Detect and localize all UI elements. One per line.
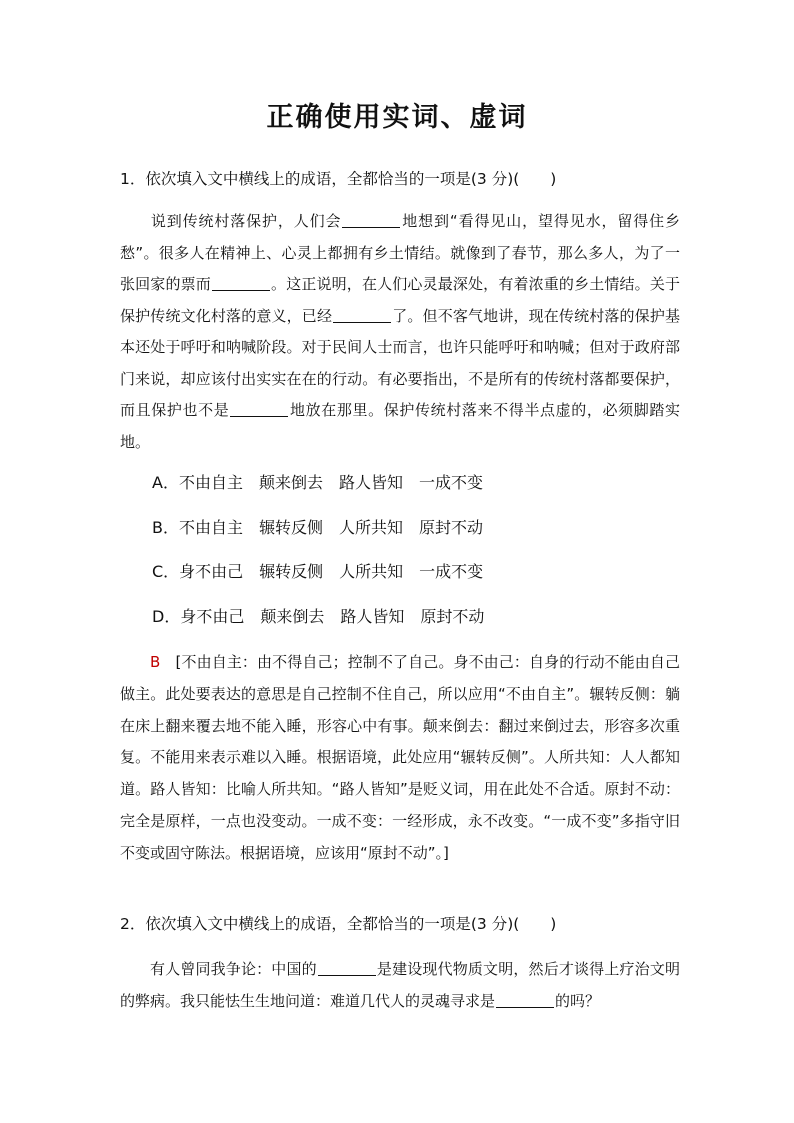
passage-segment: 是建设现代物质文明，然后才谈得上疗治文明的弊病。我只能怯生生地问道：难道几代人的灵魂寻求是: [120, 960, 680, 1010]
passage-segment: 。这正说明，在人们心灵最深处，有着浓重的乡土情结。关于保护传统文化村落的意义，已经: [120, 275, 680, 325]
passage-segment: 地想到“看得见山，望得见水，留得住乡愁”。很多人在精神上、心灵上都拥有乡土情结。就像到了春节，那么多人，为了一张回家的票而: [120, 212, 680, 293]
blank-line: [342, 213, 400, 228]
question-1-stem: 1．依次填入文中横线上的成语，全都恰当的一项是(3 分)( ): [120, 170, 557, 188]
answer-text: [不由自主：由不得自己；控制不了自己。身不由己：自身的行动不能由自己做主。此处要表达的意思是自己控制不住自己，所以应用“不由自主”。辗转反侧：躺在床上翻来覆去地不能入睡，形容心中有事。颠来倒去：翻过来倒过去，形容多次重复。不能用来表示难以入睡。根据语境，此处应用“辗转反侧”。人所共知：人人都知道。路人皆知：比喻人所共知。“路人皆知”是贬义词，用在此处不合适。原封不动：完全是原样，一点也没变动。一成不变：一经形成，永不改变。“一成不变”多指守旧不变或固守陈法。根据语境，应该用“原封不动”。]: [120, 653, 680, 862]
passage-segment: 说到传统村落保护，人们会: [150, 212, 342, 230]
option-d: D．身不由己 颠来倒去 路人皆知 原封不动: [152, 607, 485, 626]
question-2-stem: 2．依次填入文中横线上的成语，全都恰当的一项是(3 分)( ): [120, 915, 557, 933]
passage-segment: 的吗？: [555, 991, 601, 1010]
passage-segment: 有人曾同我争论：中国的: [150, 960, 317, 978]
answer-explanation: [120, 647, 680, 870]
blank-line: [318, 961, 376, 976]
option-c: C．身不由己 辗转反侧 人所共知 一成不变: [152, 562, 484, 581]
blank-line: [230, 402, 288, 417]
question-1-passage: [120, 206, 680, 458]
passage-segment: 了。但不客气地讲，现在传统村落的保护基本还处于呼吁和呐喊阶段。对于民间人士而言，也许只能呼吁和呐喊；但对于政府部门来说，却应该付出实实在在的行动。有必要指出，不是所有的传统村落都要保护，而且保护也不是: [120, 306, 680, 419]
page-title: 正确使用实词、虚词: [266, 102, 528, 133]
blank-line: [333, 308, 391, 323]
option-b: B．不由自主 辗转反侧 人所共知 原封不动: [152, 518, 483, 537]
question-2-passage: [120, 954, 680, 1017]
passage-segment: 地放在那里。保护传统村落来不得半点虚的，必须脚踏实地。: [120, 401, 680, 451]
option-a: A．不由自主 颠来倒去 路人皆知 一成不变: [152, 473, 483, 492]
blank-line: [212, 276, 270, 291]
blank-line: [496, 993, 554, 1008]
answer-letter: B: [150, 653, 161, 671]
